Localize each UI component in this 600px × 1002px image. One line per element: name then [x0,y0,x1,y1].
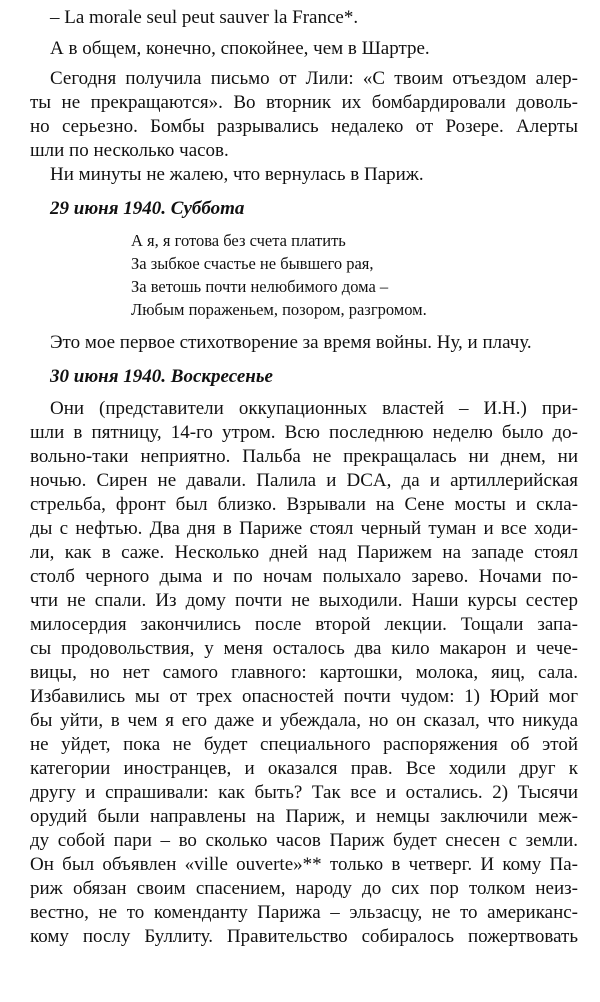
text-line: кому послу Буллиту. Правительство собиралось пожертвовать [30,926,578,947]
text-line: сы продовольствия, у меня осталось два кило макарон и чече- [30,638,578,659]
text-line: шли в пятницу, 14-го утром. Всю последнюю неделю было до- [30,422,578,443]
text-line: но серьезно. Бомбы разрывались недалеко от Розере. Алерты [30,116,578,137]
text-line: милосердия закончились после второй лекции. Тощали запа- [30,614,578,635]
poem-line: А я, я готова без счета платить [131,231,346,250]
text-line: ночью. Сирен не давали. Палила и DCA, да и артиллерийская [30,470,578,491]
poem-line: Любым пораженьем, позором, разгромом. [131,300,427,319]
entry-heading: 30 июня 1940. Воскресенье [50,366,273,387]
text-line: вестно, не то коменданту Парижа – эльзасцу, не то американс- [30,902,578,923]
text-line: – La morale seul peut sauver la France*. [50,7,359,28]
entry-heading: 29 июня 1940. Суббота [50,198,245,219]
text-line: шли по несколько часов. [30,140,229,161]
text-line: орудий были направлены на Париж, и немцы заключили меж- [30,806,578,827]
text-line: бы уйти, в чем я его даже и убеждала, но он сказал, что никуда [30,710,578,731]
text-line: Ни минуты не жалею, что вернулась в Париж. [50,164,424,185]
poem-line: За ветошь почти нелюбимого дома – [131,277,389,296]
text-line: Сегодня получила письмо от Лили: «С твоим отъездом алер- [50,68,578,89]
text-line: А в общем, конечно, спокойнее, чем в Шартре. [50,38,430,59]
text-line: ли, как в саже. Несколько дней над Парижем на западе стоял [30,542,578,563]
poem-line: За зыбкое счастье не бывшего рая, [131,254,374,273]
text-line: Они (представители оккупационных властей – И.Н.) при- [50,398,578,419]
text-line: ды с нефтью. Два дня в Париже стоял черный туман и все ходи- [30,518,578,539]
text-line: чти не спали. Из дому почти не выходили. Наши курсы сестер [30,590,578,611]
text-line: ты не прекращаются». Во вторник их бомбардировали доволь- [30,92,578,113]
text-line: Это мое первое стихотворение за время войны. Ну, и плачу. [50,332,532,353]
text-line: столб черного дыма и по ночам полыхало зарево. Ночами по- [30,566,578,587]
text-line: вицы, но нет самого главного: картошки, молока, яиц, сала. [30,662,578,683]
text-line: не уйдет, пока не будет специального распоряжения об этой [30,734,578,755]
text-line: стрельба, фронт был близко. Взрывали на Сене мосты и скла- [30,494,578,515]
text-line: Избавились мы от трех опасностей почти чудом: 1) Юрий мог [30,686,578,707]
text-line: категории иностранцев, и оказался прав. Все ходили друг к [30,758,578,779]
text-line: ду собой пари – во сколько часов Париж будет снесен с земли. [30,830,578,851]
text-line: вольно-таки неприятно. Пальба не прекращалась ни днем, ни [30,446,578,467]
text-line: риж обязан своим спасением, народу до сих пор толком неиз- [30,878,578,899]
text-line: Он был объявлен «ville ouverte»** только в четверг. И кому Па- [30,854,578,875]
text-line: другу и спрашивали: как быть? Так все и остались. 2) Тысячи [30,782,578,803]
